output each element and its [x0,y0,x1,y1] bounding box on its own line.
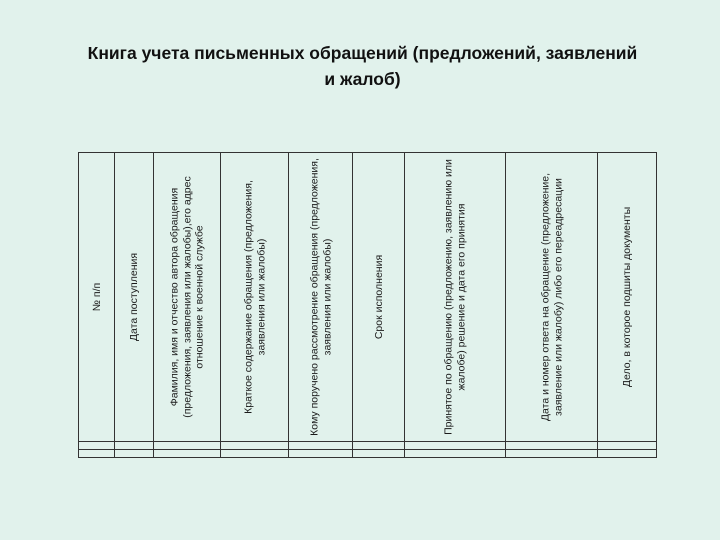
column-header-reply: Дата и номер ответа на обращение (предложение, заявление или жалобу) либо его переадресации [506,153,598,442]
table-cell [405,442,506,450]
table-cell [115,450,154,458]
table-row [79,450,657,458]
table-cell [79,442,115,450]
table-row [79,442,657,450]
slide-title-line-1: Книга учета письменных обращений (предложений, заявлений [87,43,638,63]
table-cell [221,442,289,450]
slide-title-line-2: и жалоб) [324,69,401,89]
column-header-decision: Принятое по обращению (предложению, заявлению или жалобе) решение и дата его принятия [405,153,506,442]
table-cell [598,442,657,450]
column-header-date-received: Дата поступления [115,153,154,442]
table-cell [79,450,115,458]
table-cell [353,450,405,458]
column-header-deadline: Срок исполнения [353,153,405,442]
column-header-author: Фамилия, имя и отчество автора обращения (предложения, заявления или жалобы),его адрес отношение к военной службе [154,153,221,442]
column-header-number: № п/п [79,153,115,442]
column-header-assigned-to: Кому поручено рассмотрение обращения (предложения, заявления или жалобы) [289,153,353,442]
table-cell [598,450,657,458]
column-header-file: Дело, в которое подшиты документы [598,153,657,442]
table-cell [405,450,506,458]
table-cell [154,442,221,450]
table-cell [353,442,405,450]
table-cell [154,450,221,458]
table-cell [115,442,154,450]
table-cell [289,450,353,458]
journal-table [78,152,657,458]
table-header-row [79,153,657,442]
table-cell [506,450,598,458]
slide-title [30,40,695,92]
column-header-summary: Краткое содержание обращения (предложения, заявления или жалобы) [221,153,289,442]
table-cell [221,450,289,458]
table-cell [506,442,598,450]
table-cell [289,442,353,450]
